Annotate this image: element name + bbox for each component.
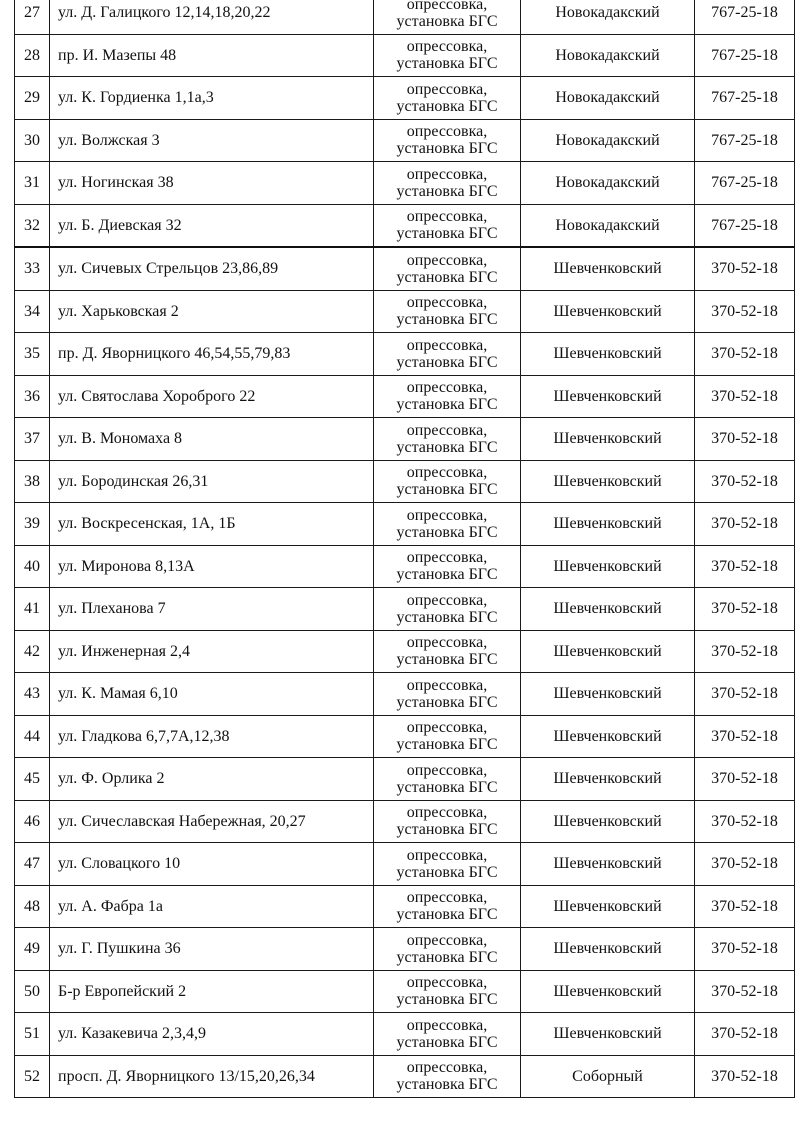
work-type-line-1: опрессовка, — [406, 251, 488, 269]
work-type-cell — [374, 418, 521, 461]
district-cell: Шевченковский — [521, 247, 695, 290]
work-type-cell — [374, 333, 521, 376]
row-number: 46 — [15, 800, 50, 843]
district-cell: Шевченковский — [521, 800, 695, 843]
work-type-cell — [374, 0, 521, 34]
work-type-line-2: установка БГС — [396, 140, 498, 158]
work-type-line-1: опрессовка, — [406, 123, 488, 141]
work-type-line-2: установка БГС — [396, 651, 498, 669]
work-type-cell — [374, 588, 521, 631]
table-row — [15, 418, 795, 461]
work-type-cell — [374, 162, 521, 205]
work-type-line-1: опрессовка, — [406, 165, 488, 183]
district-cell: Шевченковский — [521, 843, 695, 886]
row-number: 52 — [15, 1055, 50, 1098]
row-number: 51 — [15, 1013, 50, 1056]
district-cell: Шевченковский — [521, 928, 695, 971]
phone-cell: 767-25-18 — [695, 77, 795, 120]
phone-cell: 767-25-18 — [695, 0, 795, 34]
table-row — [15, 928, 795, 971]
district-cell: Шевченковский — [521, 885, 695, 928]
district-cell: Шевченковский — [521, 1013, 695, 1056]
address-cell: Б-р Европейский 2 — [50, 970, 374, 1013]
work-type-line-1: опрессовка, — [406, 634, 488, 652]
district-cell: Новокадакский — [521, 162, 695, 205]
work-type-line-1: опрессовка, — [406, 208, 488, 226]
work-type-cell — [374, 375, 521, 418]
work-type-line-2: установка БГС — [396, 55, 498, 73]
phone-cell: 370-52-18 — [695, 503, 795, 546]
table-row — [15, 290, 795, 333]
address-cell: ул. Миронова 8,13А — [50, 545, 374, 588]
table-row — [15, 800, 795, 843]
row-number: 43 — [15, 673, 50, 716]
table-row — [15, 333, 795, 376]
work-type-cell — [374, 800, 521, 843]
work-type-cell — [374, 545, 521, 588]
address-cell: ул. Бородинская 26,31 — [50, 460, 374, 503]
row-number: 32 — [15, 204, 50, 247]
address-cell: ул. Гладкова 6,7,7А,12,38 — [50, 715, 374, 758]
address-cell: пр. И. Мазепы 48 — [50, 34, 374, 77]
table-row — [15, 34, 795, 77]
work-type-line-1: опрессовка, — [406, 804, 488, 822]
address-cell: ул. В. Мономаха 8 — [50, 418, 374, 461]
row-number: 36 — [15, 375, 50, 418]
address-cell: ул. Д. Галицкого 12,14,18,20,22 — [50, 0, 374, 34]
work-type-line-2: установка БГС — [396, 12, 498, 30]
address-cell: ул. Г. Пушкина 36 — [50, 928, 374, 971]
row-number: 41 — [15, 588, 50, 631]
table-row — [15, 247, 795, 290]
work-type-line-1: опрессовка, — [406, 676, 488, 694]
district-cell: Новокадакский — [521, 77, 695, 120]
row-number: 42 — [15, 630, 50, 673]
work-type-line-2: установка БГС — [396, 906, 498, 924]
table-row — [15, 77, 795, 120]
work-type-line-2: установка БГС — [396, 225, 498, 243]
work-type-line-2: установка БГС — [396, 523, 498, 541]
phone-cell: 370-52-18 — [695, 1013, 795, 1056]
phone-cell: 370-52-18 — [695, 375, 795, 418]
work-type-line-1: опрессовка, — [406, 421, 488, 439]
work-type-line-2: установка БГС — [396, 736, 498, 754]
table-row — [15, 843, 795, 886]
work-type-line-1: опрессовка, — [406, 294, 488, 312]
table-row — [15, 460, 795, 503]
row-number: 44 — [15, 715, 50, 758]
district-cell: Новокадакский — [521, 34, 695, 77]
phone-cell: 370-52-18 — [695, 418, 795, 461]
table-row — [15, 1013, 795, 1056]
phone-cell: 370-52-18 — [695, 247, 795, 290]
row-number: 29 — [15, 77, 50, 120]
address-cell: ул. Ф. Орлика 2 — [50, 758, 374, 801]
district-cell: Шевченковский — [521, 290, 695, 333]
row-number: 35 — [15, 333, 50, 376]
work-type-line-1: опрессовка, — [406, 0, 488, 13]
work-type-line-2: установка БГС — [396, 182, 498, 200]
phone-cell: 767-25-18 — [695, 34, 795, 77]
work-type-line-2: установка БГС — [396, 396, 498, 414]
district-cell: Соборный — [521, 1055, 695, 1098]
work-type-cell — [374, 928, 521, 971]
table-row — [15, 1055, 795, 1098]
district-cell: Шевченковский — [521, 333, 695, 376]
work-type-line-1: опрессовка, — [406, 506, 488, 524]
table-row — [15, 375, 795, 418]
work-type-line-1: опрессовка, — [406, 379, 488, 397]
work-type-line-1: опрессовка, — [406, 719, 488, 737]
row-number: 47 — [15, 843, 50, 886]
table-row — [15, 119, 795, 162]
work-type-line-1: опрессовка, — [406, 761, 488, 779]
work-type-line-1: опрессовка, — [406, 889, 488, 907]
table-row — [15, 545, 795, 588]
work-type-cell — [374, 204, 521, 247]
phone-cell: 370-52-18 — [695, 843, 795, 886]
work-type-line-2: установка БГС — [396, 948, 498, 966]
row-number: 33 — [15, 247, 50, 290]
table-row — [15, 588, 795, 631]
address-cell: ул. К. Мамая 6,10 — [50, 673, 374, 716]
works-table — [14, 0, 795, 1098]
district-cell: Шевченковский — [521, 970, 695, 1013]
row-number: 38 — [15, 460, 50, 503]
phone-cell: 370-52-18 — [695, 715, 795, 758]
phone-cell: 370-52-18 — [695, 800, 795, 843]
address-cell: ул. Харьковская 2 — [50, 290, 374, 333]
work-type-line-2: установка БГС — [396, 311, 498, 329]
work-type-line-2: установка БГС — [396, 1033, 498, 1051]
work-type-line-1: опрессовка, — [406, 591, 488, 609]
work-type-cell — [374, 715, 521, 758]
district-cell: Шевченковский — [521, 588, 695, 631]
row-number: 49 — [15, 928, 50, 971]
address-cell: ул. А. Фабра 1а — [50, 885, 374, 928]
row-number: 50 — [15, 970, 50, 1013]
work-type-cell — [374, 970, 521, 1013]
work-type-cell — [374, 885, 521, 928]
address-cell: ул. Волжская 3 — [50, 119, 374, 162]
phone-cell: 370-52-18 — [695, 885, 795, 928]
work-type-line-1: опрессовка, — [406, 549, 488, 567]
address-cell: ул. Казакевича 2,3,4,9 — [50, 1013, 374, 1056]
work-type-line-2: установка БГС — [396, 268, 498, 286]
address-cell: ул. Б. Диевская 32 — [50, 204, 374, 247]
phone-cell: 370-52-18 — [695, 1055, 795, 1098]
row-number: 37 — [15, 418, 50, 461]
address-cell: ул. К. Гордиенка 1,1а,3 — [50, 77, 374, 120]
district-cell: Новокадакский — [521, 119, 695, 162]
work-type-line-1: опрессовка, — [406, 1016, 488, 1034]
row-number: 45 — [15, 758, 50, 801]
work-type-cell — [374, 630, 521, 673]
district-cell: Шевченковский — [521, 375, 695, 418]
phone-cell: 370-52-18 — [695, 970, 795, 1013]
phone-cell: 370-52-18 — [695, 460, 795, 503]
work-type-line-2: установка БГС — [396, 991, 498, 1009]
phone-cell: 767-25-18 — [695, 119, 795, 162]
row-number: 27 — [15, 0, 50, 34]
phone-cell: 370-52-18 — [695, 758, 795, 801]
works-table-body — [15, 0, 795, 1098]
address-cell: ул. Воскресенская, 1А, 1Б — [50, 503, 374, 546]
district-cell: Шевченковский — [521, 418, 695, 461]
phone-cell: 370-52-18 — [695, 630, 795, 673]
table-row — [15, 715, 795, 758]
address-cell: ул. Сичевых Стрельцов 23,86,89 — [50, 247, 374, 290]
document-page — [14, 0, 795, 1098]
work-type-line-2: установка БГС — [396, 353, 498, 371]
district-cell: Новокадакский — [521, 204, 695, 247]
district-cell: Шевченковский — [521, 715, 695, 758]
work-type-line-1: опрессовка, — [406, 846, 488, 864]
work-type-line-1: опрессовка, — [406, 974, 488, 992]
work-type-line-2: установка БГС — [396, 481, 498, 499]
row-number: 40 — [15, 545, 50, 588]
work-type-line-1: опрессовка, — [406, 80, 488, 98]
work-type-cell — [374, 673, 521, 716]
district-cell: Шевченковский — [521, 545, 695, 588]
address-cell: ул. Сичеславская Набережная, 20,27 — [50, 800, 374, 843]
phone-cell: 370-52-18 — [695, 588, 795, 631]
address-cell: ул. Ногинская 38 — [50, 162, 374, 205]
row-number: 34 — [15, 290, 50, 333]
work-type-cell — [374, 503, 521, 546]
phone-cell: 370-52-18 — [695, 545, 795, 588]
district-cell: Новокадакский — [521, 0, 695, 34]
work-type-cell — [374, 758, 521, 801]
phone-cell: 767-25-18 — [695, 204, 795, 247]
address-cell: пр. Д. Яворницкого 46,54,55,79,83 — [50, 333, 374, 376]
work-type-line-2: установка БГС — [396, 438, 498, 456]
district-cell: Шевченковский — [521, 503, 695, 546]
work-type-cell — [374, 843, 521, 886]
work-type-line-1: опрессовка, — [406, 931, 488, 949]
table-row — [15, 0, 795, 34]
row-number: 30 — [15, 119, 50, 162]
address-cell: ул. Святослава Хороброго 22 — [50, 375, 374, 418]
work-type-line-2: установка БГС — [396, 778, 498, 796]
work-type-line-1: опрессовка, — [406, 464, 488, 482]
row-number: 48 — [15, 885, 50, 928]
work-type-cell — [374, 1013, 521, 1056]
work-type-cell — [374, 460, 521, 503]
work-type-line-2: установка БГС — [396, 863, 498, 881]
work-type-line-2: установка БГС — [396, 566, 498, 584]
work-type-cell — [374, 247, 521, 290]
row-number: 39 — [15, 503, 50, 546]
address-cell: ул. Плеханова 7 — [50, 588, 374, 631]
table-row — [15, 204, 795, 247]
phone-cell: 370-52-18 — [695, 928, 795, 971]
district-cell: Шевченковский — [521, 758, 695, 801]
work-type-line-1: опрессовка, — [406, 336, 488, 354]
table-row — [15, 970, 795, 1013]
district-cell: Шевченковский — [521, 460, 695, 503]
phone-cell: 370-52-18 — [695, 290, 795, 333]
row-number: 31 — [15, 162, 50, 205]
work-type-line-2: установка БГС — [396, 1076, 498, 1094]
work-type-line-2: установка БГС — [396, 608, 498, 626]
work-type-line-2: установка БГС — [396, 821, 498, 839]
work-type-line-2: установка БГС — [396, 693, 498, 711]
phone-cell: 767-25-18 — [695, 162, 795, 205]
row-number: 28 — [15, 34, 50, 77]
work-type-cell — [374, 1055, 521, 1098]
work-type-line-2: установка БГС — [396, 97, 498, 115]
work-type-cell — [374, 77, 521, 120]
phone-cell: 370-52-18 — [695, 333, 795, 376]
address-cell: ул. Словацкого 10 — [50, 843, 374, 886]
work-type-cell — [374, 290, 521, 333]
district-cell: Шевченковский — [521, 673, 695, 716]
work-type-line-1: опрессовка, — [406, 1059, 488, 1077]
table-row — [15, 162, 795, 205]
address-cell: просп. Д. Яворницкого 13/15,20,26,34 — [50, 1055, 374, 1098]
district-cell: Шевченковский — [521, 630, 695, 673]
table-row — [15, 673, 795, 716]
table-row — [15, 503, 795, 546]
phone-cell: 370-52-18 — [695, 673, 795, 716]
work-type-line-1: опрессовка, — [406, 38, 488, 56]
table-row — [15, 885, 795, 928]
address-cell: ул. Инженерная 2,4 — [50, 630, 374, 673]
table-row — [15, 758, 795, 801]
table-row — [15, 630, 795, 673]
work-type-cell — [374, 119, 521, 162]
work-type-cell — [374, 34, 521, 77]
